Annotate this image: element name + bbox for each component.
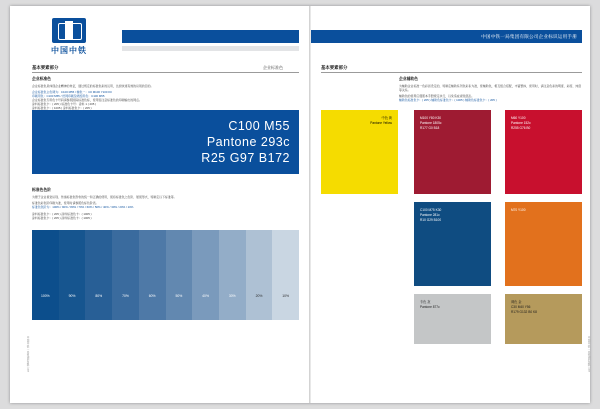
logo-wordmark: 中国中铁 [51,46,87,55]
logo-mark-icon [52,18,86,43]
tint-swatch [139,230,166,320]
header-bar-right: 中国中铁一局集团有限公司企业标识运用手册 [311,30,582,43]
swatch-red-pantone: Pantone 152c [511,121,531,125]
primary-pantone: Pantone 293c [206,135,290,149]
primary-cmyk: C100 M55 [228,119,290,133]
swatch-crimson-pantone: Pantone 1805c [420,121,442,125]
left-block1-line-0: 企业标准色主色调为：C100 M55 / 辅色一：C0 M100 Y100 K0 [32,90,112,94]
tint-label: 50% [175,294,183,298]
swatch-gold [505,294,582,344]
primary-color-swatch [32,110,299,174]
swatch-red-label [511,116,531,131]
swatch-yellow-pantone: Pantone Yellow [370,121,392,125]
tint-label: 20% [255,294,263,298]
right-footer-vertical: 中国中铁一局集团有限公司 [587,336,590,372]
tint-swatch [112,230,139,320]
swatch-red [505,110,582,194]
left-block1-spec-1: 涂料标准色卡：( 1005 ) 涂料标准色卡：( 205 ) [32,106,92,110]
swatch-gold-rgb: R179 G132 B0 K8 [511,310,537,314]
swatch-grey [414,294,491,344]
header-bar-left [122,30,299,43]
swatch-yellow [321,110,398,194]
tint-swatch [32,230,59,320]
left-footer-vertical: 中国中铁一局集团有限公司 [26,336,29,372]
company-logo [32,18,106,54]
left-section-label: 基本要素部分 [32,65,59,70]
tint-swatch [272,230,299,320]
tint-scale [32,230,299,320]
swatch-navy-cmyk: C100 M75 K30 [420,208,442,212]
left-block2-title: 标准色色阶 [32,188,51,192]
tint-swatch [85,230,112,320]
tint-label: 30% [228,294,236,298]
swatch-yellow-label [370,116,392,126]
primary-rgb: R25 G97 B172 [201,151,290,165]
swatch-crimson-cmyk: M100 Y80 K30 [420,116,442,120]
tint-swatch [246,230,273,320]
swatch-red-cmyk: M60 Y100 [511,116,526,120]
swatch-grey-pantone: Pantone 877c [420,305,440,309]
brand-manual-spread [10,6,590,403]
swatch-navy [414,202,491,286]
swatch-yellow-name: 中色 黄 [381,116,392,120]
right-block-title: 企业辅助色 [399,77,418,81]
swatch-crimson [414,110,491,194]
swatch-crimson-label [420,116,441,131]
swatch-crimson-rgb: R177 G0 B18 [420,126,440,130]
left-block1-body: 企业标准色是体现企业精神的象征，通过规定的标准色彩的运用，达到快速有效的识别的目的。 [32,84,154,88]
tint-label: 10% [282,294,290,298]
right-block-body: 为辅助企业标准一色彩而设定的，特制定辅助系列色彩系为准，使辅助色，相互组合搭配，丰富整体，使用时，请注意色彩的明度、彩度、纯度等关系。 [399,84,582,93]
tint-label: 40% [202,294,209,298]
primary-color-specs [201,118,290,166]
swatch-gold-label [511,300,537,315]
left-section-sub: 企业标准色 [263,65,283,70]
left-block1-title: 企业标准色 [32,77,51,81]
right-section-label: 基本要素部分 [321,65,348,70]
left-block1-line-2: 企业标准色专用色卡号码请参照国际标准色标，使用需注意标准色的印刷输出的网点。 [32,98,142,102]
swatch-orange-label [511,208,525,213]
tint-label: 70% [122,294,129,298]
tint-swatch [219,230,246,320]
swatch-navy-label [420,208,441,223]
right-section-rule [321,72,582,73]
swatch-orange [505,202,582,286]
swatch-navy-rgb: R10 G29 B100 [420,218,442,222]
left-block2-body: 为便于企业视觉识别、传递标准色形象的统一和正确的使用，现将标准色之色阶、展现形式、特制定以下标准等。 [32,195,177,199]
tint-swatch [59,230,86,320]
tint-label: 100% [41,294,50,298]
left-block1-line-1: 印刷用色：C100 M55 / 丝网印刷及喷绘用色：C100 M55 [32,94,105,98]
left-block2-spec-0: 涂料标准色卡：( 205 ) 涂料标准色卡：( 1005 ) [32,212,92,216]
swatch-orange-cmyk: M70 Y100 [511,208,526,212]
right-block-line-0: 辅助色的使用应遵照本手册规定执行，以免造成视觉混乱。 [399,94,475,98]
left-block2-spec-1: 涂料标准色卡：( 205 ) 涂料标准色卡：( 1005 ) [32,216,92,220]
left-section-rule [32,72,299,73]
swatch-red-rgb: R255 G76 B0 [511,126,531,130]
tint-label: 90% [68,294,76,298]
left-block2-line-1: 标准色色阶为：100% / 90% / 80% / 70% / 60% / 50% / 40% / 30% / 20% / 10% [32,205,134,209]
page-gutter [309,6,311,403]
tint-swatch [192,230,219,320]
left-block2-line-0: 标准色彩色阶印刷为准，使用时请参照色标色阶表。 [32,201,99,205]
swatch-grey-name: 专色 灰 [420,300,431,304]
swatch-grey-label [420,300,440,310]
swatch-gold-name: 调色 金 [511,300,522,304]
swatch-navy-pantone: Pantone 281c [420,213,440,217]
header-underline [122,46,299,51]
tint-label: 80% [95,294,103,298]
swatch-gold-cmyk: C30 M40 Y56 [511,305,531,309]
tint-swatch [166,230,193,320]
right-block-line-1: 辅助色标准色卡：( 205 ) 辅助色标准色卡：( 1005 ) 辅助色标准色卡：( 205 ) [399,98,497,102]
left-block1-spec-0: 涂料标准色卡：( 205 ) 标准色卡号：涂料 1 ( 205 ) [32,102,97,106]
tint-label: 60% [148,294,156,298]
